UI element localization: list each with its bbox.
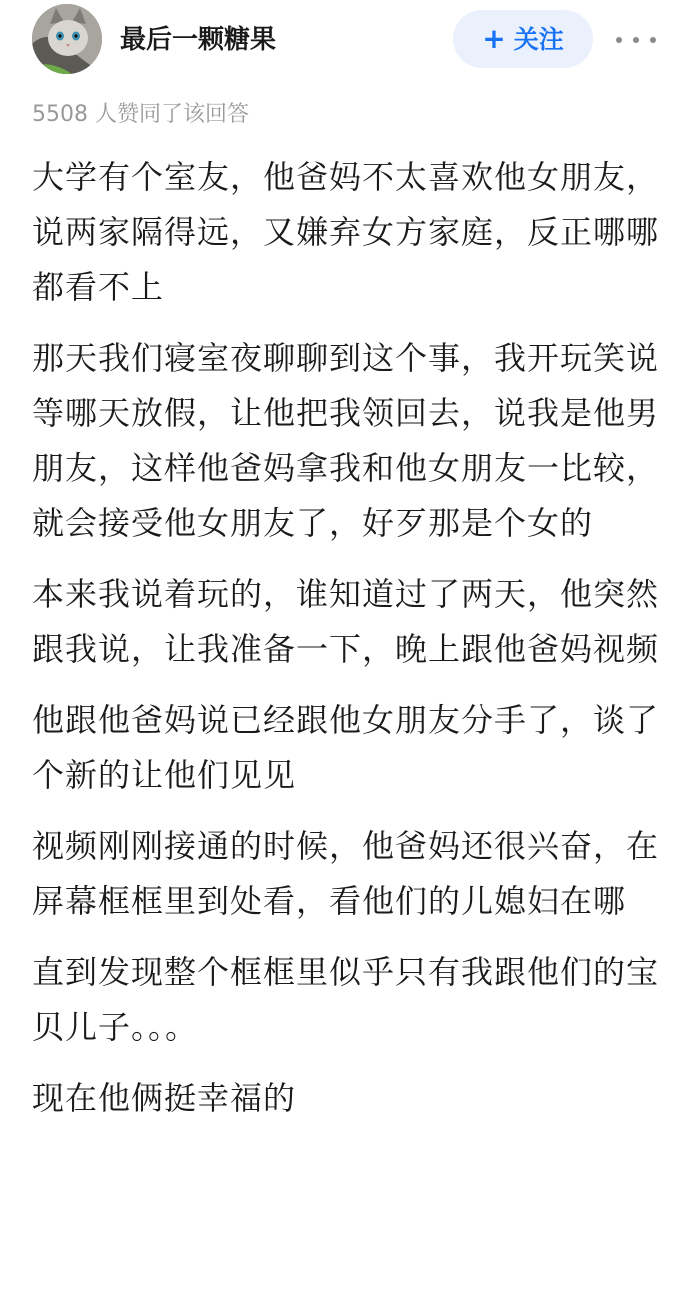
- plus-icon: +: [482, 22, 506, 55]
- cat-avatar-icon: [32, 4, 102, 74]
- follow-label: 关注: [513, 24, 564, 54]
- answer-paragraph: 现在他俩挺幸福的: [32, 1079, 297, 1117]
- answer-paragraph: 他跟他爸妈说已经跟他女朋友分手了，谈了个新的让他们见见: [32, 701, 660, 794]
- author-name[interactable]: 最后一颗糖果: [120, 25, 277, 55]
- answer-header: [0, 0, 690, 82]
- dot: [650, 37, 656, 43]
- answer-content: [32, 150, 662, 1142]
- author-avatar[interactable]: [32, 4, 102, 74]
- dot: [616, 37, 622, 43]
- answer-paragraph: 视频刚刚接通的时候，他爸妈还很兴奋，在屏幕框框里到处看，看他们的儿媳妇在哪: [32, 827, 660, 920]
- more-dots-icon[interactable]: [616, 26, 656, 54]
- answer-paragraph: 那天我们寝室夜聊聊到这个事，我开玩笑说等哪天放假，让他把我领回去，说我是他男朋友，这样他爸妈拿我和他女朋友一比较，就会接受他女朋友了，好歹那是个女的: [32, 339, 660, 542]
- answer-paragraph: 直到发现整个框框里似乎只有我跟他们的宝贝儿子。。。: [32, 953, 660, 1046]
- dot: [633, 37, 639, 43]
- upvote-count: 5508 人赞同了该回答: [32, 102, 249, 127]
- follow-button[interactable]: [453, 10, 593, 68]
- answer-paragraph: 大学有个室友，他爸妈不太喜欢他女朋友，说两家隔得远，又嫌弃女方家庭，反正哪哪都看不上: [32, 158, 660, 306]
- answer-paragraph: 本来我说着玩的，谁知道过了两天，他突然跟我说，让我准备一下，晚上跟他爸妈视频: [32, 575, 660, 668]
